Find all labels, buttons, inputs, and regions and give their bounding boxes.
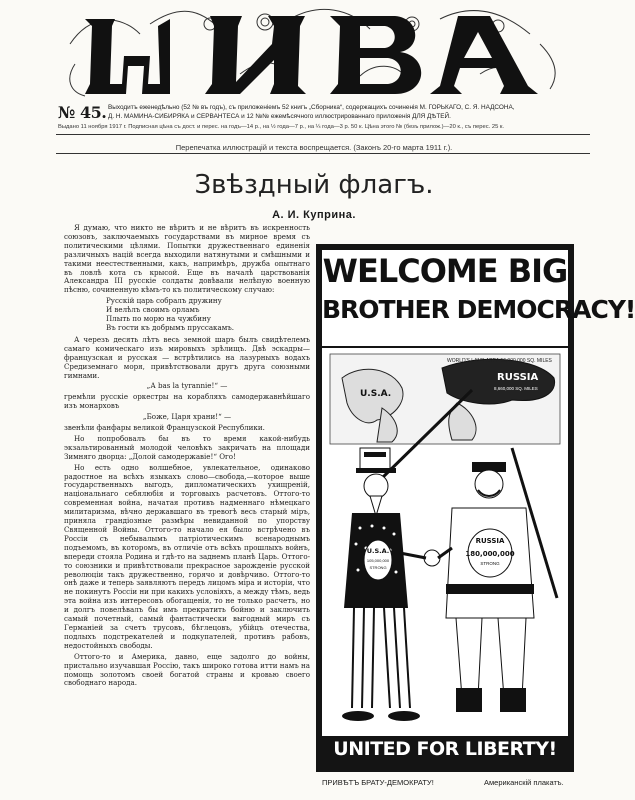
poster-headline-2: BROTHER DEMOCRACY! (322, 295, 635, 324)
reprint-notice: Перепечатка иллюстрацій и текста воспрещается. (Законъ 20-го марта 1911 г.). (175, 143, 453, 152)
poster-source-caption: Американскій плакатъ. (484, 778, 564, 787)
verse-line: Русскій царь собралъ дружину (106, 296, 222, 306)
verse-line: Въ гости къ добрымъ пруссакамъ. (106, 322, 234, 332)
quote-line: „Боже, Царя храни!“ — (142, 412, 232, 422)
uncle-sam-label: U.S.A. (366, 547, 390, 555)
subscription-line-2: Д. Н. МАМИНА-СИБИРЯКА и СЕРВАНТЕСА и 12 №№ ежемѣсячного иллюстрированнаго приложенія ДЛЯ ДѢТЕЙ. (108, 113, 451, 120)
verse-line: Плыть по морю на чужбину (106, 314, 211, 324)
paragraph: Я думаю, что никто не вѣритъ и не вѣритъ въ искренность союзовъ, заключаемыхъ государствами въ мирное время съ политическими цѣлями. Попытки дружественнаго единенія различныхъ націй всегда выходили натянутыми и смѣшными и такими неестественными, какъ, напримѣръ, дружба опытнаго въ ловлѣ кота съ крысой. Еще въ началѣ царствованія Александра III русскіе солдаты довѣвали нелѣпую военную пѣсню, сочиненную кѣмъ-то къ политическому случаю: (64, 223, 310, 295)
paragraph: Но есть одно волшебное, увлекательное, одинаково радостное на всѣхъ языкахъ слово—свобода,—которое выше государственныхъ выгодъ, дипломатическихъ ухищреній, національнаго себялюбія и торговыхъ расчетовъ. Оттого-то современная война, начатая противъ надменнаго нѣмецкаго милитаризма, вѣчно державшаго въ тревогѣ весь старый міръ, приняла грандіозные размѣры невиданной по упорству Священной Войны. Оттого-то начало ея было встрѣчено въ Россіи съ небывалымъ патріотическимъ всенароднымъ подъемомъ, въ которомъ, въ отличіе отъ всѣхъ прошлыхъ войнъ, впереди стояла Родина и гдѣ-то на заднемъ планѣ Царь. Оттого-то союзники и привѣтствовали прекрасное зарожденіе русской революціи такъ дружественно, горячо и довѣрчиво. Оттого-то онѣ даже и теперь заявляютъ передъ лицомъ міра и исторіи, что не покинутъ Россіи ни при какихъ условіяхъ, а между тѣмъ, ведь эта война изъ интересовъ обогащенія, то не только расчетъ, но и долгъ повелѣвалъ бы имъ прекратить бойню и заключить самый почетный, самый фантастически выгодный миръ съ Германіей за счетъ трусовъ, бѣглецовъ, убійцъ отечества, подлыхъ подстрекателей и подкупателей, противъ рабовъ, недостойныхъ свободы. (64, 462, 310, 650)
header-divider (56, 153, 590, 154)
paragraph: Оттого-то и Америка, давно, еще задолго до войны, пристально изучавшая Россію, такъ широко готова итти намъ на помощь золотомъ своей богатой страны и кровью своего свободнаго народа. (64, 651, 310, 688)
masthead-rule (56, 134, 590, 135)
niva-logo (60, 4, 570, 104)
poster-slogan: UNITED FOR LIBERTY! (333, 738, 557, 760)
date-price-line: Выдано 11 ноября 1917 г. Подписная цѣна съ дост. и перес. на годъ—14 р., на ½ года—7 р., на ¼ года—3 р. 50 к. Цѣна этого № (безъ прилож.)—20 к., съ перес. 25 к. (58, 124, 505, 130)
article-title: Звѣздный флагъ. (194, 170, 434, 200)
map-caption: WORLD'S LAND AREA 56,000,000 SQ. MILES (447, 358, 552, 364)
verse-block (64, 297, 310, 333)
verse-line: И велѣлъ своимъ орламъ (106, 305, 200, 315)
paragraph: гремѣли русскіе оркестры на корабляхъ самодержавнѣйшаго изъ монарховъ (64, 392, 310, 411)
issue-number: № 45. (58, 103, 107, 122)
paragraph: звенѣли фанфары великой Французской Республики. (64, 423, 265, 433)
quote-line: „А bas la tyrannie!“ — (146, 381, 228, 391)
poster-illustration (322, 348, 568, 736)
soldier-count: 180,000,000 (465, 550, 515, 558)
uncle-sam-count: 105,000,000 (366, 558, 390, 563)
paragraph: Но попробовалъ бы въ то время какой-нибудь экзальтированный молодой человѣкъ закричать на площади Зимняго дворца: „Долой самодержавіе!“ Ого! (64, 433, 310, 461)
uncle-sam-strong: STRONG (369, 565, 387, 570)
american-poster (316, 244, 635, 772)
poster-caption: ПРИВѢТЪ БРАТУ-ДЕМОКРАТУ! (322, 778, 434, 787)
world-map (330, 354, 560, 444)
article-body (64, 224, 310, 776)
map-label-usa: U.S.A. (360, 389, 392, 399)
handshake (424, 550, 440, 566)
soldier-label: RUSSIA (475, 537, 505, 545)
poster-headline-box (322, 250, 635, 346)
soldier-strong: STRONG (480, 561, 500, 566)
map-area-russia: 8,660,000 SQ. MILES (494, 386, 538, 391)
poster-headline-1: WELCOME BIG (322, 252, 568, 290)
masthead (0, 0, 628, 150)
article-author: А. И. Куприна. (272, 209, 356, 221)
subscription-line-1: Выходитъ еженедѣльно (52 № въ годъ), съ приложеніемъ 52 книгъ „Сборника“, содержащихъ сочиненія М. ГОРЬКАГО, С. Я. НАДСОНА, (108, 104, 515, 111)
paragraph: А черезъ десять лѣтъ весь земной шаръ былъ свидѣтелемъ самаго комическаго изъ мировыхъ зрѣлищъ. Двѣ эскадры—французская и русская — встрѣтились на лазурныхъ водахъ Средиземнаго моря, привѣтствовали другъ друга союзными гимнами. (64, 334, 310, 380)
map-label-russia: RUSSIA (497, 372, 539, 383)
